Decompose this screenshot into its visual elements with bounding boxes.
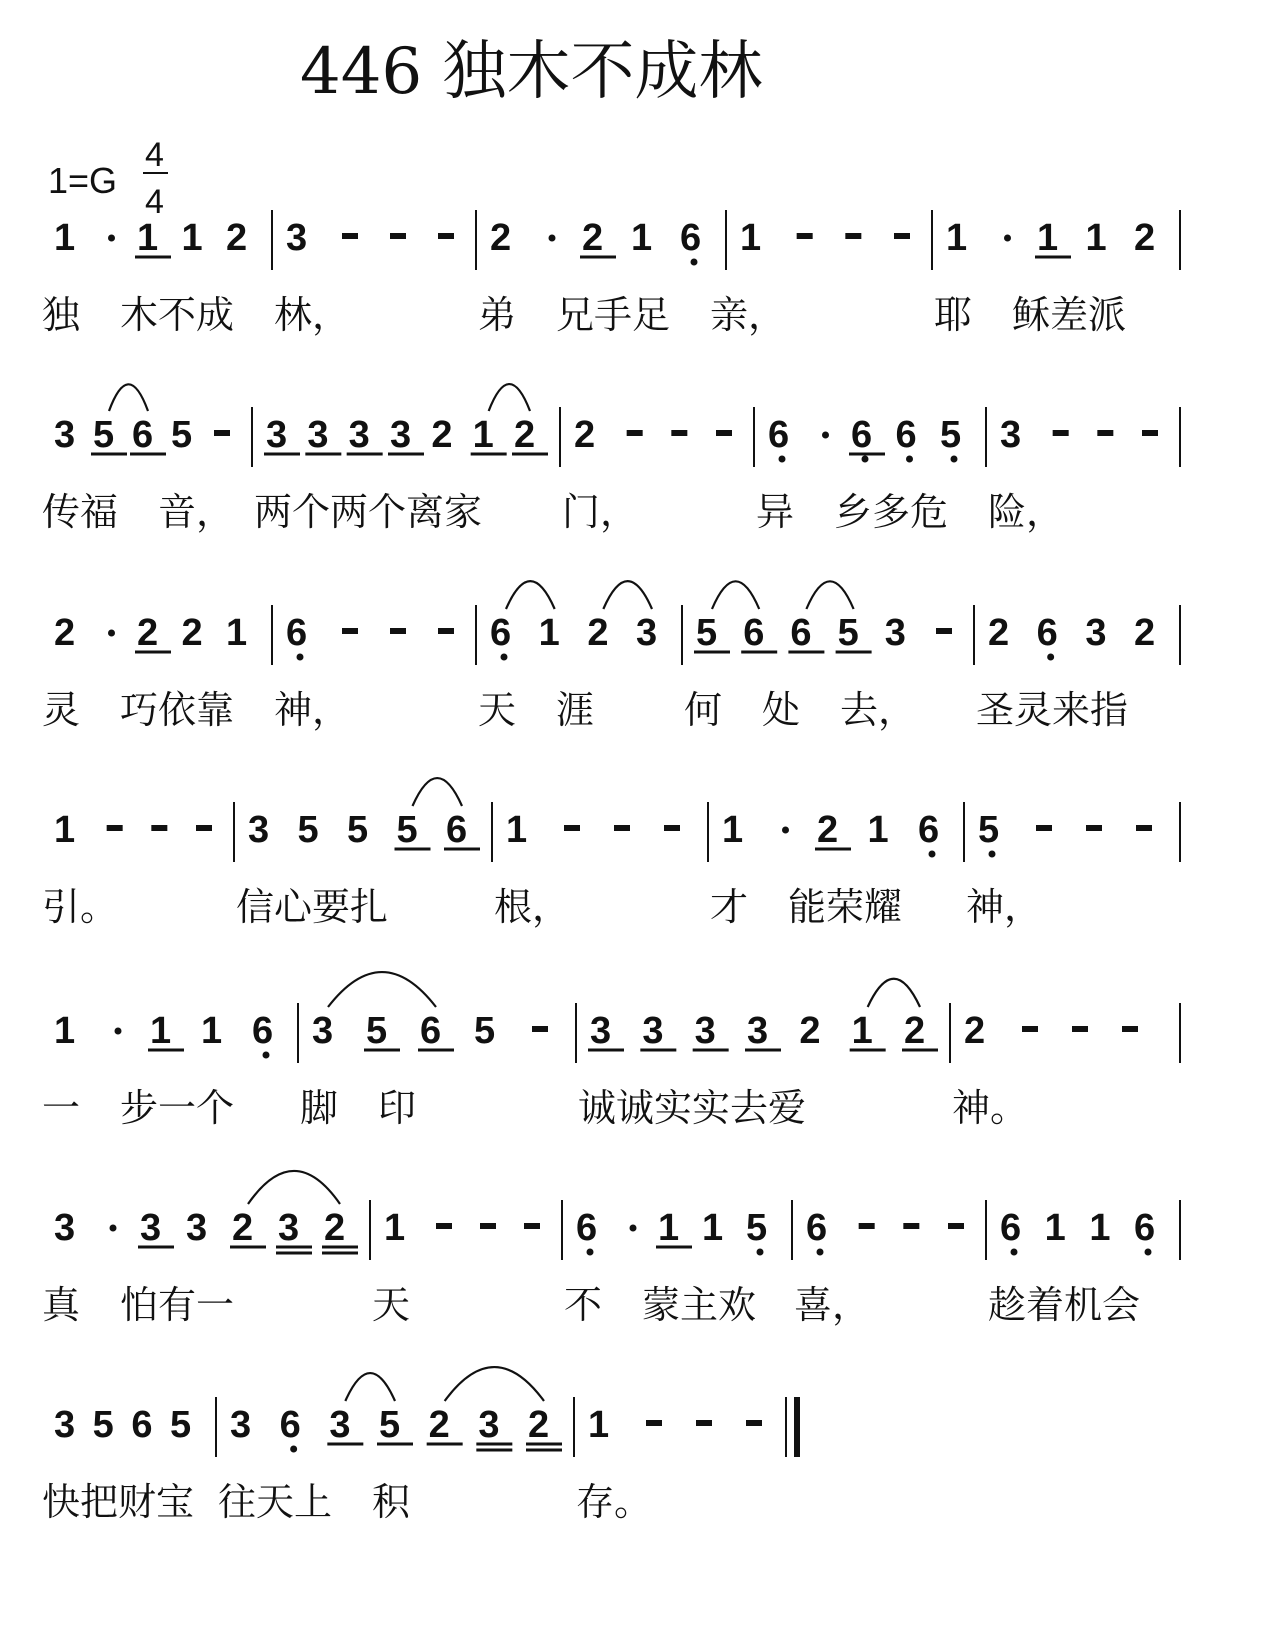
octave-dot-below — [1011, 1249, 1018, 1256]
lyric: 何 — [684, 688, 723, 732]
note: 2 — [1134, 612, 1156, 654]
note: 3 — [248, 809, 270, 851]
lyric: 处 — [762, 688, 801, 732]
note: 2 — [232, 1207, 254, 1249]
measure — [236, 778, 480, 929]
lyric: 根， — [494, 885, 571, 929]
lyric: 天 — [372, 1283, 411, 1327]
slur — [868, 979, 920, 1007]
lyric: 蒙主欢 — [642, 1283, 757, 1327]
note: 2 — [54, 612, 76, 654]
measure — [562, 414, 732, 534]
note: 3 — [329, 1404, 351, 1446]
note: 1 — [472, 414, 494, 456]
final-barline — [794, 1397, 800, 1457]
note: 5 — [696, 612, 718, 654]
note: 2 — [1134, 217, 1156, 259]
octave-dot-below — [691, 259, 698, 266]
lyric: 神， — [274, 688, 351, 732]
note: 5 — [837, 612, 859, 654]
slur — [445, 1367, 544, 1401]
score-rows — [42, 210, 1180, 1524]
measure — [988, 1207, 1155, 1327]
dash-mark — [196, 825, 212, 831]
dotted-rhythm-mark — [549, 235, 556, 242]
score-row — [42, 210, 1180, 337]
score-row — [42, 972, 1180, 1130]
lyric: 音， — [158, 490, 235, 534]
dash-mark — [1053, 430, 1069, 436]
lyric: 去， — [840, 688, 917, 732]
measure — [988, 414, 1158, 534]
note: 6 — [680, 217, 702, 259]
octave-dot-below — [587, 1249, 594, 1256]
lyric: 才 — [710, 885, 749, 929]
dash-mark — [151, 825, 167, 831]
dash-mark — [1136, 825, 1152, 831]
dash-mark — [532, 1026, 548, 1032]
note: 1 — [54, 1010, 76, 1052]
note: 6 — [851, 414, 873, 456]
note: 5 — [297, 809, 319, 851]
dash-mark — [646, 1420, 662, 1426]
note: 3 — [278, 1207, 300, 1249]
lyric: 两个两个离家 — [254, 490, 483, 534]
measure — [300, 972, 548, 1130]
note: 6 — [490, 612, 512, 654]
slur — [248, 1171, 340, 1204]
octave-dot-below — [297, 654, 304, 661]
measure — [934, 217, 1155, 337]
measure — [218, 1367, 562, 1524]
octave-dot-below — [906, 456, 913, 463]
note: 1 — [384, 1207, 406, 1249]
measure — [42, 809, 212, 929]
measure — [42, 1404, 194, 1524]
note: 6 — [132, 414, 154, 456]
lyric: 灵 — [42, 688, 81, 732]
note: 3 — [694, 1010, 716, 1052]
lyric: 亲， — [710, 293, 787, 337]
dash-mark — [390, 233, 406, 239]
lyric: 存。 — [576, 1480, 653, 1524]
note: 6 — [1036, 612, 1058, 654]
measure — [564, 1207, 767, 1327]
note: 1 — [740, 217, 762, 259]
note: 1 — [54, 217, 76, 259]
lyric: 险， — [988, 490, 1065, 534]
note: 2 — [490, 217, 512, 259]
note: 2 — [137, 612, 159, 654]
measure — [42, 1171, 358, 1327]
note: 6 — [252, 1010, 274, 1052]
measure — [576, 1404, 762, 1524]
measure — [684, 581, 952, 732]
time-signature-bottom: 4 — [145, 183, 164, 221]
slur — [413, 778, 463, 806]
slur — [345, 1373, 395, 1401]
note: 1 — [201, 1010, 223, 1052]
dash-mark — [671, 430, 687, 436]
lyric: 神， — [966, 885, 1043, 929]
octave-dot-below — [1145, 1249, 1152, 1256]
note: 3 — [286, 217, 308, 259]
measure — [794, 1207, 964, 1327]
measure — [286, 612, 454, 661]
dotted-rhythm-mark — [822, 432, 829, 439]
dash-mark — [342, 233, 358, 239]
note: 5 — [93, 414, 115, 456]
octave-dot-below — [989, 851, 996, 858]
lyric: 神。 — [952, 1086, 1029, 1130]
lyric: 印 — [378, 1086, 417, 1130]
note: 3 — [140, 1207, 162, 1249]
note: 3 — [54, 414, 76, 456]
note: 2 — [428, 1404, 450, 1446]
lyric: 往天上 — [218, 1480, 333, 1524]
note: 3 — [478, 1404, 500, 1446]
note: 6 — [743, 612, 765, 654]
octave-dot-below — [779, 456, 786, 463]
measure — [710, 809, 939, 929]
lyric: 步一个 — [120, 1086, 235, 1130]
note: 3 — [54, 1404, 76, 1446]
lyric: 林， — [274, 293, 351, 337]
dash-mark — [1022, 1026, 1038, 1032]
note: 6 — [576, 1207, 598, 1249]
note: 3 — [636, 612, 658, 654]
note: 6 — [790, 612, 812, 654]
dash-mark — [894, 233, 910, 239]
note: 3 — [307, 414, 329, 456]
note: 1 — [226, 612, 248, 654]
slur — [328, 972, 436, 1007]
note: 5 — [171, 414, 193, 456]
note: 1 — [54, 809, 76, 851]
octave-dot-below — [263, 1052, 270, 1059]
measure — [42, 1010, 273, 1130]
lyric: 独 — [42, 293, 81, 337]
note: 1 — [1085, 217, 1107, 259]
note: 1 — [867, 809, 889, 851]
note: 2 — [181, 612, 203, 654]
note: 2 — [582, 217, 604, 259]
note: 3 — [54, 1207, 76, 1249]
lyric: 巧依靠 — [120, 688, 235, 732]
lyric: 圣灵来指 — [976, 688, 1129, 732]
dotted-rhythm-mark — [782, 827, 789, 834]
dash-mark — [390, 628, 406, 634]
dash-mark — [480, 1223, 496, 1229]
lyric: 弟 — [478, 293, 517, 337]
note: 5 — [366, 1010, 388, 1052]
dash-mark — [1086, 825, 1102, 831]
slur — [712, 581, 759, 609]
measure — [478, 581, 657, 732]
dash-mark — [797, 233, 813, 239]
dash-mark — [107, 825, 123, 831]
time-signature-top: 4 — [145, 136, 164, 174]
lyric: 引。 — [42, 885, 119, 929]
measure — [976, 612, 1155, 732]
lyric: 乡多危 — [834, 490, 949, 534]
octave-dot-below — [817, 1249, 824, 1256]
note: 1 — [631, 217, 653, 259]
lyric: 快把财宝 — [42, 1480, 195, 1524]
note: 5 — [940, 414, 962, 456]
measure — [254, 384, 548, 534]
note: 3 — [1085, 612, 1107, 654]
measure — [756, 414, 961, 534]
measure — [740, 217, 910, 259]
note: 2 — [904, 1010, 926, 1052]
dash-mark — [614, 825, 630, 831]
dash-mark — [438, 233, 454, 239]
lyric: 木不成 — [120, 293, 235, 337]
note: 2 — [514, 414, 536, 456]
note: 5 — [170, 1404, 192, 1446]
slur — [806, 581, 853, 609]
note: 1 — [181, 217, 203, 259]
lyric: 信心要扎 — [236, 885, 389, 929]
lyric: 怕有一 — [120, 1283, 235, 1327]
score-row — [42, 1367, 800, 1524]
note: 2 — [324, 1207, 346, 1249]
note: 6 — [918, 809, 940, 851]
lyric: 能荣耀 — [788, 885, 903, 929]
note: 5 — [347, 809, 369, 851]
slur — [109, 384, 148, 411]
lyric: 脚 — [300, 1086, 339, 1130]
measure — [578, 979, 938, 1130]
note: 3 — [266, 414, 288, 456]
note: 5 — [396, 809, 418, 851]
measure — [372, 1207, 540, 1327]
note: 1 — [1037, 217, 1059, 259]
note: 2 — [964, 1010, 986, 1052]
note: 1 — [1044, 1207, 1066, 1249]
octave-dot-below — [290, 1446, 297, 1453]
note: 5 — [474, 1010, 496, 1052]
note: 3 — [186, 1207, 208, 1249]
note: 2 — [574, 414, 596, 456]
lyric: 传福 — [42, 490, 119, 534]
note: 6 — [279, 1404, 301, 1446]
measure — [494, 809, 680, 929]
note: 1 — [1089, 1207, 1111, 1249]
slur — [489, 384, 530, 411]
note: 1 — [538, 612, 560, 654]
note: 6 — [420, 1010, 442, 1052]
note: 2 — [226, 217, 248, 259]
dash-mark — [948, 1223, 964, 1229]
octave-dot-below — [757, 1249, 764, 1256]
dash-mark — [342, 628, 358, 634]
lyric: 兄手足 — [556, 293, 671, 337]
dash-mark — [564, 825, 580, 831]
dash-mark — [859, 1223, 875, 1229]
dotted-rhythm-mark — [108, 235, 115, 242]
note: 6 — [1000, 1207, 1022, 1249]
lyric: 异 — [756, 490, 795, 534]
octave-dot-below — [1047, 654, 1054, 661]
dash-mark — [438, 628, 454, 634]
score-row — [42, 384, 1180, 534]
dash-mark — [1036, 825, 1052, 831]
lyric: 喜， — [794, 1283, 871, 1327]
note: 1 — [506, 809, 528, 851]
note: 6 — [768, 414, 790, 456]
dash-mark — [214, 430, 230, 436]
note: 3 — [1000, 414, 1022, 456]
lyric: 真 — [42, 1283, 81, 1327]
note: 5 — [746, 1207, 768, 1249]
dash-mark — [746, 1420, 762, 1426]
note: 2 — [587, 612, 609, 654]
lyric: 耶 — [934, 293, 973, 337]
note: 2 — [817, 809, 839, 851]
note: 3 — [390, 414, 412, 456]
note: 3 — [590, 1010, 612, 1052]
octave-dot-below — [501, 654, 508, 661]
measure — [286, 217, 454, 259]
score-row — [42, 778, 1180, 929]
dotted-rhythm-mark — [115, 1028, 122, 1035]
note: 2 — [431, 414, 453, 456]
note: 6 — [131, 1404, 153, 1446]
note: 2 — [799, 1010, 821, 1052]
lyric: 稣差派 — [1012, 293, 1127, 337]
lyric: 积 — [372, 1480, 411, 1524]
note: 6 — [286, 612, 308, 654]
slur — [506, 581, 555, 609]
note: 5 — [379, 1404, 401, 1446]
note: 3 — [642, 1010, 664, 1052]
note: 2 — [988, 612, 1010, 654]
note: 1 — [946, 217, 968, 259]
note: 5 — [978, 809, 1000, 851]
lyric: 诚诚实实去爱 — [578, 1086, 807, 1130]
note: 1 — [658, 1207, 680, 1249]
dash-mark — [664, 825, 680, 831]
dash-mark — [903, 1223, 919, 1229]
dash-mark — [696, 1420, 712, 1426]
note: 1 — [851, 1010, 873, 1052]
octave-dot-below — [862, 456, 869, 463]
dotted-rhythm-mark — [110, 1225, 117, 1232]
measure — [966, 809, 1152, 929]
note: 2 — [528, 1404, 550, 1446]
note: 3 — [348, 414, 370, 456]
slur — [603, 581, 652, 609]
dotted-rhythm-mark — [108, 630, 115, 637]
score-row — [42, 1171, 1180, 1327]
note: 6 — [1134, 1207, 1156, 1249]
lyric: 涯 — [556, 688, 595, 732]
measure — [42, 384, 234, 534]
note: 1 — [588, 1404, 610, 1446]
dash-mark — [627, 430, 643, 436]
note: 1 — [722, 809, 744, 851]
note: 1 — [137, 217, 159, 259]
lyric: 天 — [478, 688, 517, 732]
lyric: 门， — [562, 490, 639, 534]
lyric: 趁着机会 — [988, 1283, 1141, 1327]
song-title: 446 独木不成林 — [300, 35, 763, 109]
dash-mark — [936, 628, 952, 634]
dash-mark — [1122, 1026, 1138, 1032]
dotted-rhythm-mark — [1004, 235, 1011, 242]
dash-mark — [1142, 430, 1158, 436]
score-row — [42, 581, 1180, 732]
key-signature: 1=G — [48, 160, 118, 201]
dash-mark — [845, 233, 861, 239]
measure — [952, 1010, 1138, 1130]
note: 1 — [150, 1010, 172, 1052]
dash-mark — [716, 430, 732, 436]
dash-mark — [436, 1223, 452, 1229]
dash-mark — [524, 1223, 540, 1229]
dash-mark — [1072, 1026, 1088, 1032]
note: 6 — [806, 1207, 828, 1249]
octave-dot-below — [951, 456, 958, 463]
note: 3 — [884, 612, 906, 654]
note: 3 — [747, 1010, 769, 1052]
note: 3 — [312, 1010, 334, 1052]
octave-dot-below — [929, 851, 936, 858]
note: 6 — [446, 809, 468, 851]
note: 1 — [702, 1207, 724, 1249]
dotted-rhythm-mark — [630, 1225, 637, 1232]
dash-mark — [1097, 430, 1113, 436]
note: 6 — [895, 414, 917, 456]
note: 3 — [230, 1404, 252, 1446]
lyric: 不 — [564, 1283, 603, 1327]
lyric: 一 — [42, 1086, 81, 1130]
note: 5 — [92, 1404, 114, 1446]
